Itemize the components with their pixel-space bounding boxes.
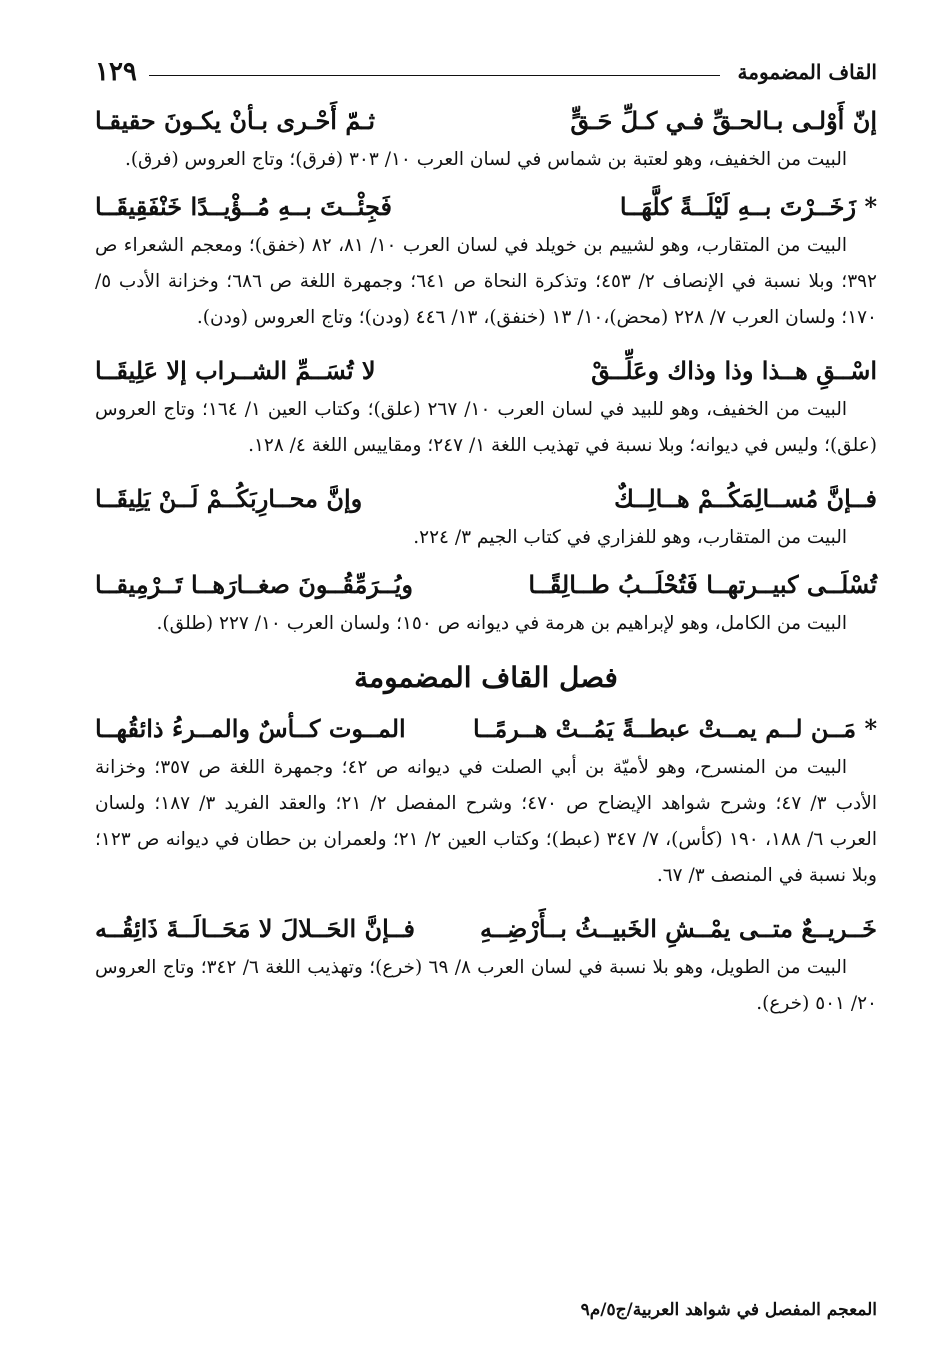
- verse-first-hemistich: * مَــن لــم يمــتْ عبطــةً يَمُــتْ هــرمًــا: [473, 714, 877, 743]
- running-title: القاف المضمومة: [737, 60, 877, 84]
- verse-line: [95, 102, 877, 140]
- verse-note: البيت من المنسرح، وهو لأميّة بن أبي الصلت في ديوانه ص ٤٢؛ وجمهرة اللغة ص ٣٥٧؛ وخزانة الأدب ٣/ ٤٧؛ وشرح شواهد الإيضاح ص ٤٧٠؛ وشرح المفصل ٢/ ٢١؛ والعقد الفريد ٣/ ١٨٧؛ ولسان العرب ٦/ ١٨٨، ١٩٠ (كأس)، ٧/ ٣٤٧ (عبط)؛ وكتاب العين ٢/ ٢١؛ ولعمران بن حطان في ديوانه ص ١٢٣؛ وبلا نسبة في المنصف ٣/ ٦٧.: [95, 757, 877, 886]
- section-title: فصل القاف المضمومة: [354, 661, 618, 694]
- verse-line: [95, 566, 877, 604]
- verse-note: البيت من المتقارب، وهو لشييم بن خويلد في لسان العرب ١٠/ ٨١، ٨٢ (خفق)؛ ومعجم الشعراء ص ٣٩٢؛ وبلا نسبة في الإنصاف ٢/ ٤٥٣؛ وتذكرة النحاة ص ٦٤١؛ وجمهرة اللغة ص ٦٨٦؛ وخزانة الأدب ٥/ ١٧٠؛ ولسان العرب ٧/ ٢٢٨ (محض)،١٠/ ١٣ (خنفق)، ١٣/ ٤٤٦ (ودن)؛ وتاج العروس (ودن).: [95, 235, 877, 328]
- verse-note: البيت من الكامل، وهو لإبراهيم بن هرمة في ديوانه ص ١٥٠؛ ولسان العرب ١٠/ ٢٢٧ (طلق).: [156, 613, 847, 634]
- verse-second-hemistich: ثـمّ أَحْـرى بـأنْ يكـونَ حقيقـا: [95, 106, 376, 135]
- verse-note: البيت من الطويل، وهو بلا نسبة في لسان العرب ٨/ ٦٩ (خرع)؛ وتهذيب اللغة ٦/ ٣٤٢؛ وتاج العروس ٢٠/ ٥٠١ (خرع).: [95, 957, 877, 1014]
- verse-note: البيت من الخفيف، وهو للبيد في لسان العرب ١٠/ ٢٦٧ (علق)؛ وكتاب العين ١/ ١٦٤؛ وتاج العروس (علق)؛ وليس في ديوانه؛ وبلا نسبة في تهذيب اللغة ١/ ٢٤٧؛ ومقاييس اللغة ٤/ ١٢٨.: [95, 399, 877, 456]
- verse-second-hemistich: فــإنَّ الحَــلالَ لا مَحَــالَــةَ ذَائِقُــه: [95, 914, 415, 943]
- verse-second-hemistich: ويُــرَمِّقُــونَ صغــارَهــا تَــرْمِيقــا: [95, 570, 413, 599]
- verse-first-hemistich: تُسْلَــى كبيــرتهــا فَتُحْلَــبُ طــالِقًــا: [528, 570, 877, 599]
- verse-line: [95, 710, 877, 748]
- verse-second-hemistich: فَجِئْــتَ بــهِ مُــؤْيــدًا خَنْفَقِيقَــا: [95, 192, 392, 221]
- verse-note: البيت من الخفيف، وهو لعتبة بن شماس في لسان العرب ١٠/ ٣٠٣ (فرق)؛ وتاج العروس (فرق).: [124, 149, 847, 170]
- verse-line: [95, 910, 877, 948]
- verse-second-hemistich: لا تُسَــمِّ الشــراب إلا عَلِيقَــا: [95, 356, 376, 385]
- page-number: ١٢٩: [95, 57, 137, 87]
- verse-first-hemistich: اسْــقِ هــذا وذا وذاك وعَلِّــقْ: [591, 356, 877, 385]
- verse-second-hemistich: المــوت كــأسٌ والمــرءُ ذائقُهــا: [95, 714, 406, 743]
- verse-second-hemistich: وإنَّ محــارِبَكُــمْ لَــنْ يَلِيقَــا: [95, 484, 363, 513]
- verse-first-hemistich: إنّ أَوْلـى بـالحـقِّ فـي كـلِّ حَـقٍّ: [570, 106, 877, 135]
- verse-line: [95, 352, 877, 390]
- verse-first-hemistich: فــإنَّ مُســالِمَكُــمْ هــالِــكٌ: [614, 484, 877, 513]
- page-footer: المعجم المفصل في شواهد العربية/ج٥/م٩: [580, 1300, 877, 1320]
- verse-first-hemistich: * زَخَــرْتَ بــهِ لَيْلَــةً كلَّهَــا: [619, 192, 877, 221]
- verse-first-hemistich: خَــريــعٌ متــى يمْــشِ الخَبيــثُ بــأَرْضِــهِ: [480, 914, 877, 943]
- verse-line: [95, 480, 877, 518]
- page-header: [95, 52, 877, 92]
- verse-note: البيت من المتقارب، وهو للفزاري في كتاب الجيم ٣/ ٢٢٤.: [413, 527, 847, 548]
- verse-line: [95, 188, 877, 226]
- header-rule: [149, 75, 720, 76]
